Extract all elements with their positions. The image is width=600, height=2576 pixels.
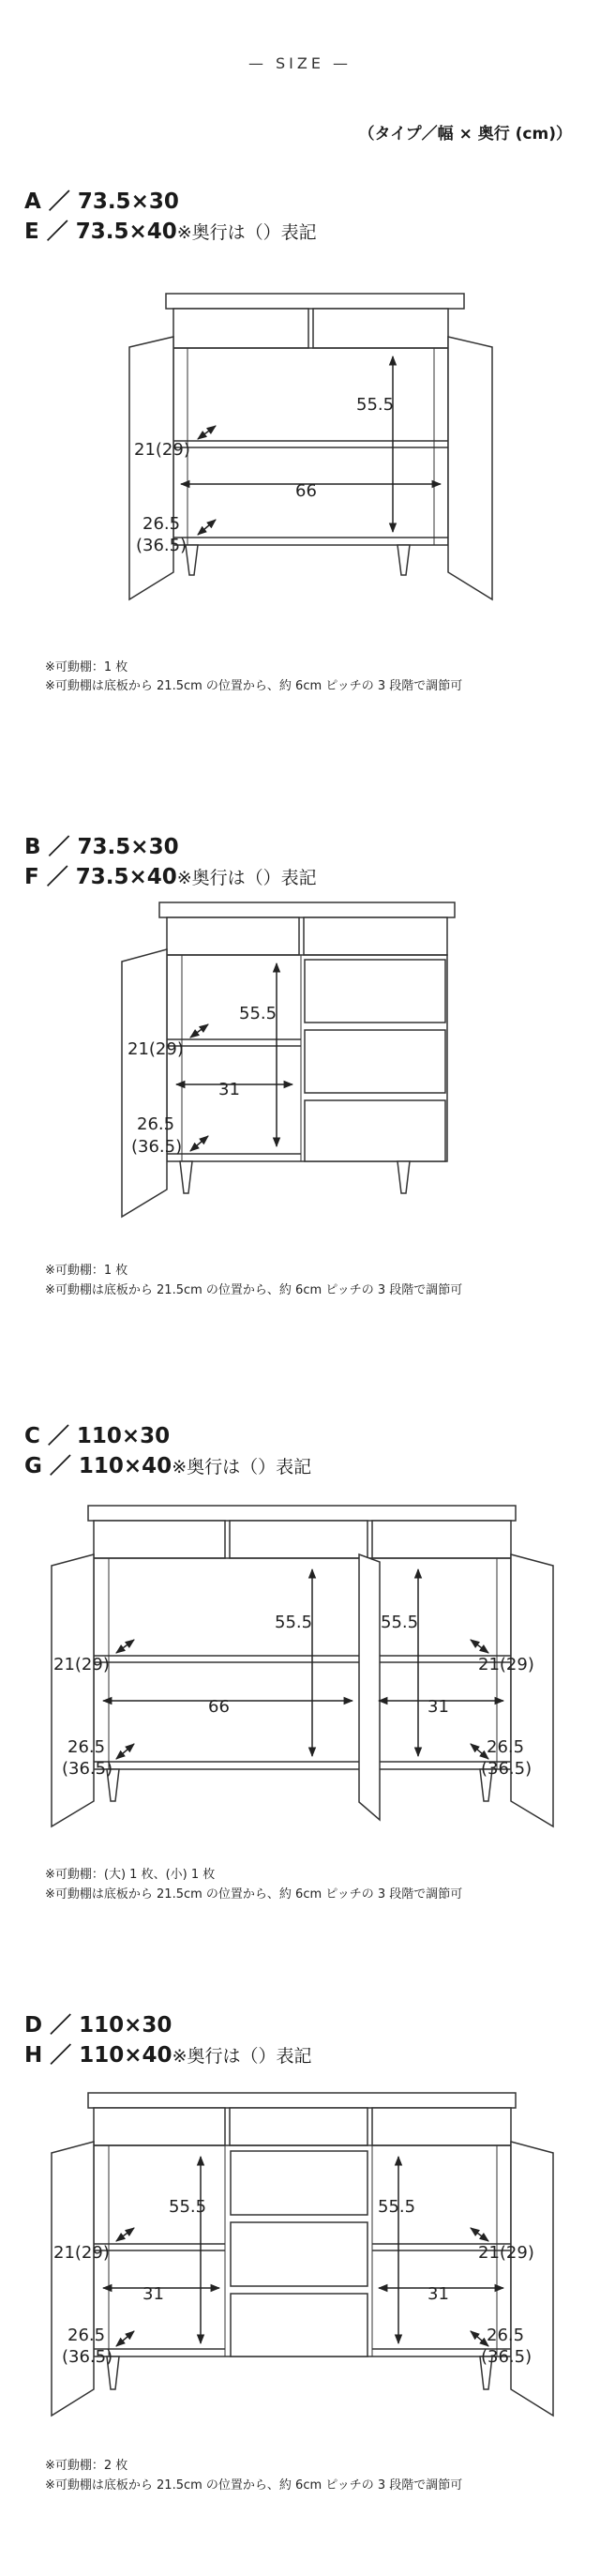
section-c-note-1: ※可動棚：(大) 1 枚、(小) 1 枚 — [45, 1868, 216, 1882]
depth-arrow-bottom-left — [116, 2331, 134, 2346]
section-a-title-2: E ／ 73.5×40※奥行は（）表記 — [24, 220, 317, 244]
label-width-left: 66 — [208, 1697, 230, 1717]
depth-arrow-bottom — [198, 520, 216, 535]
label-bottom-2: (36.5) — [131, 1137, 183, 1157]
label-depth: 21(29) — [128, 1039, 184, 1059]
label-bottom-1-right: 26.5 — [487, 1737, 525, 1757]
section-d-note-1: ※可動棚：2 枚 — [45, 2459, 128, 2473]
depth-arrow-left — [116, 1640, 134, 1653]
cabinet-d-diagram — [0, 2087, 600, 2439]
label-width: 66 — [295, 481, 317, 501]
label-bottom-2-right: (36.5) — [481, 1759, 532, 1779]
label-height-left: 55.5 — [275, 1613, 313, 1632]
label-bottom-1-right: 26.5 — [487, 2326, 525, 2345]
label-bottom-1: 26.5 — [137, 1114, 175, 1134]
depth-arrow-bottom-left — [116, 1744, 134, 1759]
depth-arrow — [190, 1024, 208, 1038]
label-bottom-2-left: (36.5) — [62, 2347, 113, 2367]
section-a-note-2: ※可動棚は底板から 21.5cm の位置から、約 6cm ピッチの 3 段階で調節可 — [45, 679, 463, 693]
label-width-right: 31 — [428, 2284, 449, 2304]
label-bottom-2-right: (36.5) — [481, 2347, 532, 2367]
section-c-title-2: G ／ 110×40※奥行は（）表記 — [24, 1454, 312, 1478]
section-c-note-2: ※可動棚は底板から 21.5cm の位置から、約 6cm ピッチの 3 段階で調節可 — [45, 1887, 463, 1902]
label-bottom-2: (36.5) — [136, 536, 188, 555]
label-width-left: 31 — [142, 2284, 164, 2304]
section-b-title-1: B ／ 73.5×30 — [24, 835, 179, 859]
section-b-note-2: ※可動棚は底板から 21.5cm の位置から、約 6cm ピッチの 3 段階で調節可 — [45, 1283, 463, 1297]
cabinet-b-diagram — [0, 901, 600, 1234]
depth-arrow-bottom — [190, 1136, 208, 1151]
label-depth-right: 21(29) — [478, 1655, 534, 1674]
label-height-right: 55.5 — [378, 2197, 416, 2217]
size-header: — SIZE — — [248, 54, 352, 72]
cabinet-c-diagram — [0, 1496, 600, 1853]
label-height-right: 55.5 — [381, 1613, 419, 1632]
section-b-title-2: F ／ 73.5×40※奥行は（）表記 — [24, 865, 317, 889]
label-height: 55.5 — [356, 395, 395, 415]
depth-arrow-right — [471, 2228, 488, 2241]
section-d-title-1: D ／ 110×30 — [24, 2013, 172, 2038]
depth-arrow — [198, 426, 216, 439]
cabinet-a-diagram — [0, 286, 600, 614]
unit-note: （タイプ／幅 × 奥行 (cm)） — [358, 125, 572, 144]
label-height-left: 55.5 — [169, 2197, 207, 2217]
label-bottom-2-left: (36.5) — [62, 1759, 113, 1779]
section-d-note-2: ※可動棚は底板から 21.5cm の位置から、約 6cm ピッチの 3 段階で調節可 — [45, 2478, 463, 2493]
label-width-right: 31 — [428, 1697, 449, 1717]
depth-arrow-left — [116, 2228, 134, 2241]
label-depth-right: 21(29) — [478, 2243, 534, 2263]
label-width: 31 — [218, 1080, 240, 1099]
label-height: 55.5 — [239, 1004, 278, 1023]
depth-arrow-right — [471, 1640, 488, 1653]
label-bottom-1-left: 26.5 — [68, 1737, 106, 1757]
section-b-note-1: ※可動棚：1 枚 — [45, 1264, 128, 1278]
label-depth: 21(29) — [134, 440, 190, 460]
label-bottom-1-left: 26.5 — [68, 2326, 106, 2345]
label-bottom-1: 26.5 — [142, 514, 181, 534]
section-a-note-1: ※可動棚：1 枚 — [45, 660, 128, 674]
label-depth-left: 21(29) — [53, 1655, 110, 1674]
section-d-title-2: H ／ 110×40※奥行は（）表記 — [24, 2043, 312, 2068]
section-c-title-1: C ／ 110×30 — [24, 1424, 171, 1448]
label-depth-left: 21(29) — [53, 2243, 110, 2263]
section-a-title-1: A ／ 73.5×30 — [24, 189, 179, 214]
